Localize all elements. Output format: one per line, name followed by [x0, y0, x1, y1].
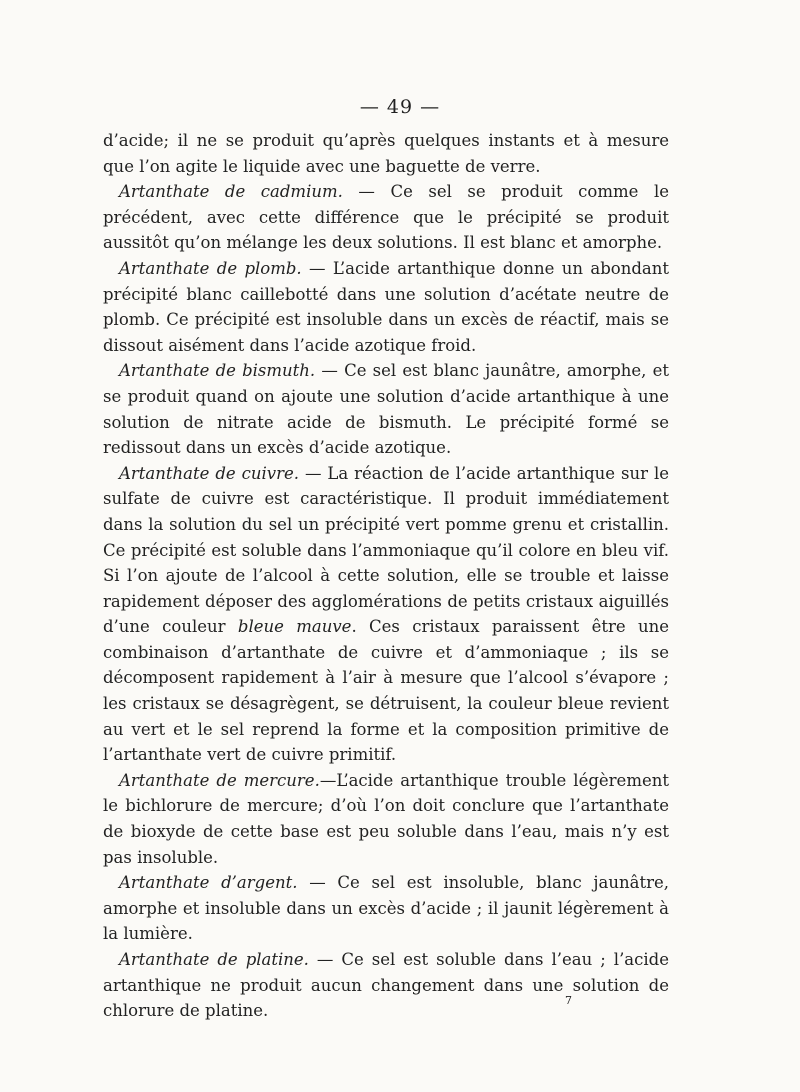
paragraph-cuivre [103, 461, 669, 768]
sheet-signature: 7 [565, 994, 572, 1007]
paragraph-text: — Ce sel est soluble dans l’eau ; l’acide artanthique ne produit aucun changement dans une solution de chlorure de platine. [103, 950, 669, 1021]
paragraph-text: —L’acide artanthique trouble légèrement le bichlorure de mercure; d’où l’on doit conclure que l’artanthate de bioxyde de cette base est peu soluble dans l’eau, mais n’y est pas insoluble. [103, 770, 669, 867]
page-number: — 49 — [359, 96, 441, 118]
paragraph-lead: Artanthate de mercure. [119, 770, 320, 790]
paragraph-mercure [103, 768, 669, 870]
paragraph-lead: Artanthate d’argent. [119, 873, 298, 893]
paragraph-lead: Artanthate de plomb. [119, 258, 302, 278]
paragraph-text: — Ce sel se produit comme le précédent, avec cette différence que le précipité se produit aussitôt qu’on mélange les deux solutions. Il est blanc et amorphe. [103, 182, 669, 253]
paragraph-emphasis: bleue mauve [237, 617, 352, 637]
paragraph-continuation [103, 128, 669, 179]
paragraph-lead: Artanthate de cuivre. [119, 463, 299, 483]
paragraph-text: — Ce sel est insoluble, blanc jaunâtre, amorphe et insoluble dans un excès d’acide ; il jaunit légèrement à la lumière. [103, 873, 669, 944]
paragraph-text: — Ce sel est blanc jaunâtre, amorphe, et se produit quand on ajoute une solution d’acide artanthique à une solution de nitrate acide de bismuth. Le précipité formé se redissout dans un excès d’acide azotique. [103, 361, 669, 458]
paragraph-text-after: . Ces cristaux paraissent être une combinaison d’artanthate de cuivre et d’ammoniaque ; ils se décomposent rapidement à l’air à mesure que l’alcool s’évapore ; les cristaux se désagrègent, se détruisent, la couleur bleue revient au vert et le sel reprend la forme et la composition primitive de l’artanthate vert de cuivre primitif. [103, 617, 669, 765]
paragraph-cadmium [103, 179, 669, 256]
paragraph-text: — L’acide artanthique donne un abondant précipité blanc caillebotté dans une solution d’acétate neutre de plomb. Ce précipité est insoluble dans un excès de réactif, mais se dissout aisément dans l’acide azotique froid. [103, 258, 670, 355]
paragraph-argent [103, 870, 669, 947]
paragraph-text-before: — La réaction de l’acide artanthique sur le sulfate de cuivre est caractéristique. Il produit immédiatement dans la solution du sel un précipité vert pomme grenu et cristallin. Ce précipité est soluble dans l’ammoniaque qu’il colore en bleu vif. Si l’on ajoute de l’alcool à cette solution, elle se trouble et laisse rapidement déposer des agglomérations de petits cristaux aiguillés d’une couleur [103, 463, 669, 637]
paragraph-bismuth [103, 358, 669, 460]
paragraph-lead: Artanthate de cadmium. [119, 182, 343, 202]
paragraph-lead: Artanthate de platine. [119, 950, 309, 969]
paragraph-lead: Artanthate de bismuth. [119, 361, 316, 381]
paragraph-text: d’acide; il ne se produit qu’après quelques instants et à mesure que l’on agite le liquide avec une baguette de verre. [103, 131, 669, 176]
paragraph-platine [103, 947, 669, 1024]
body-text [103, 128, 669, 1024]
paragraph-plomb [103, 256, 669, 358]
